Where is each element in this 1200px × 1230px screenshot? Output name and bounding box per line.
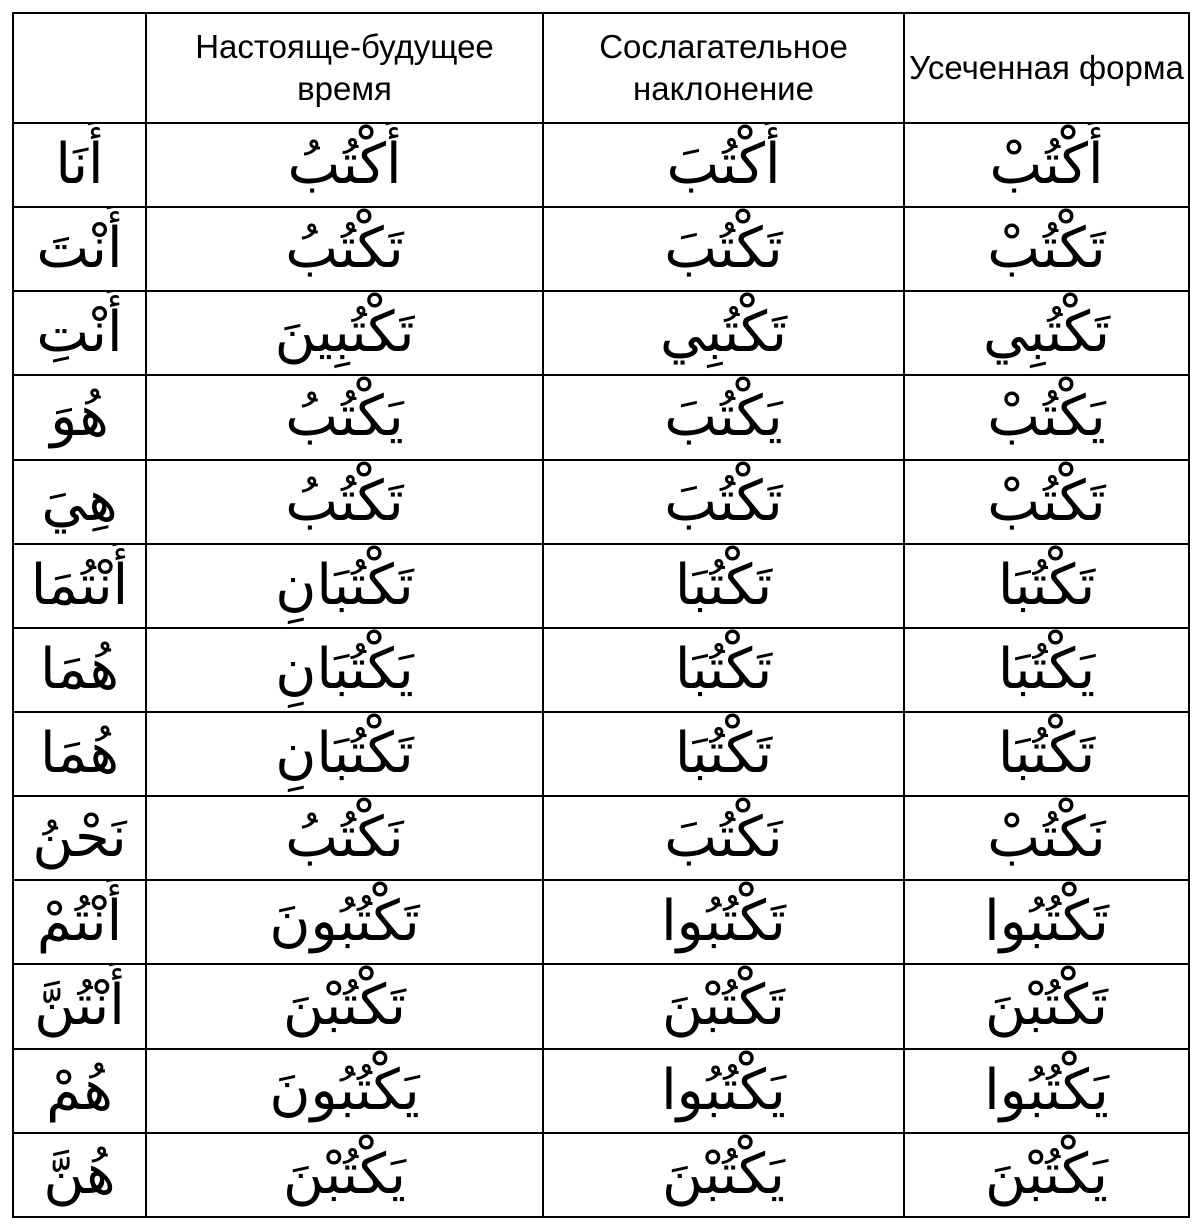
jussive-cell: تَكْتُبَا (904, 712, 1189, 796)
present-cell: تَكْتُبَانِ (146, 544, 543, 628)
table-row (13, 796, 1189, 880)
subjunctive-cell: تَكْتُبَا (543, 712, 904, 796)
jussive-cell: يَكْتُبْنَ (904, 1133, 1189, 1217)
present-cell: يَكْتُبُونَ (146, 1049, 543, 1133)
subjunctive-cell: أَكْتُبَ (543, 123, 904, 207)
present-cell: نَكْتُبُ (146, 796, 543, 880)
present-cell: يَكْتُبُ (146, 375, 543, 459)
pronoun-cell: أَنْتُمَا (13, 544, 146, 628)
table-row (13, 712, 1189, 796)
present-cell: تَكْتُبْنَ (146, 964, 543, 1048)
header-present: Настояще-будущее время (146, 13, 543, 123)
pronoun-cell: هُنَّ (13, 1133, 146, 1217)
pronoun-cell: هُمَا (13, 628, 146, 712)
header-pronoun (13, 13, 146, 123)
subjunctive-cell: تَكْتُبْنَ (543, 964, 904, 1048)
table-row (13, 628, 1189, 712)
conjugation-table (12, 12, 1190, 1218)
table-row (13, 460, 1189, 544)
jussive-cell: أَكْتُبْ (904, 123, 1189, 207)
subjunctive-cell: تَكْتُبَا (543, 628, 904, 712)
pronoun-cell: أَنْتَ (13, 207, 146, 291)
header-jussive: Усеченная форма (904, 13, 1189, 123)
subjunctive-cell: نَكْتُبَ (543, 796, 904, 880)
table-row (13, 544, 1189, 628)
present-cell: تَكْتُبُ (146, 460, 543, 544)
present-cell: تَكْتُبِينَ (146, 291, 543, 375)
header-row (13, 13, 1189, 123)
pronoun-cell: هُمَا (13, 712, 146, 796)
table-body (13, 123, 1189, 1217)
jussive-cell: تَكْتُبَا (904, 544, 1189, 628)
jussive-cell: تَكْتُبِي (904, 291, 1189, 375)
table-row (13, 1049, 1189, 1133)
jussive-cell: تَكْتُبْ (904, 460, 1189, 544)
subjunctive-cell: يَكْتُبْنَ (543, 1133, 904, 1217)
pronoun-cell: نَحْنُ (13, 796, 146, 880)
pronoun-cell: هُوَ (13, 375, 146, 459)
pronoun-cell: أَنْتُمْ (13, 880, 146, 964)
subjunctive-cell: تَكْتُبَ (543, 460, 904, 544)
present-cell: تَكْتُبُ (146, 207, 543, 291)
present-cell: تَكْتُبَانِ (146, 712, 543, 796)
present-cell: تَكْتُبُونَ (146, 880, 543, 964)
table-row (13, 123, 1189, 207)
header-subjunctive: Сослагательное наклонение (543, 13, 904, 123)
pronoun-cell: هُمْ (13, 1049, 146, 1133)
subjunctive-cell: تَكْتُبَا (543, 544, 904, 628)
jussive-cell: يَكْتُبَا (904, 628, 1189, 712)
jussive-cell: يَكْتُبُوا (904, 1049, 1189, 1133)
present-cell: يَكْتُبْنَ (146, 1133, 543, 1217)
table-row (13, 291, 1189, 375)
present-cell: أَكْتُبُ (146, 123, 543, 207)
table-row (13, 964, 1189, 1048)
jussive-cell: تَكْتُبْنَ (904, 964, 1189, 1048)
table-row (13, 1133, 1189, 1217)
jussive-cell: تَكْتُبْ (904, 207, 1189, 291)
subjunctive-cell: تَكْتُبِي (543, 291, 904, 375)
pronoun-cell: أَنْتُنَّ (13, 964, 146, 1048)
table-row (13, 880, 1189, 964)
subjunctive-cell: تَكْتُبَ (543, 207, 904, 291)
table-row (13, 375, 1189, 459)
jussive-cell: نَكْتُبْ (904, 796, 1189, 880)
pronoun-cell: أَنَا (13, 123, 146, 207)
present-cell: يَكْتُبَانِ (146, 628, 543, 712)
subjunctive-cell: يَكْتُبُوا (543, 1049, 904, 1133)
jussive-cell: تَكْتُبُوا (904, 880, 1189, 964)
pronoun-cell: هِيَ (13, 460, 146, 544)
subjunctive-cell: تَكْتُبُوا (543, 880, 904, 964)
pronoun-cell: أَنْتِ (13, 291, 146, 375)
table-row (13, 207, 1189, 291)
subjunctive-cell: يَكْتُبَ (543, 375, 904, 459)
jussive-cell: يَكْتُبْ (904, 375, 1189, 459)
